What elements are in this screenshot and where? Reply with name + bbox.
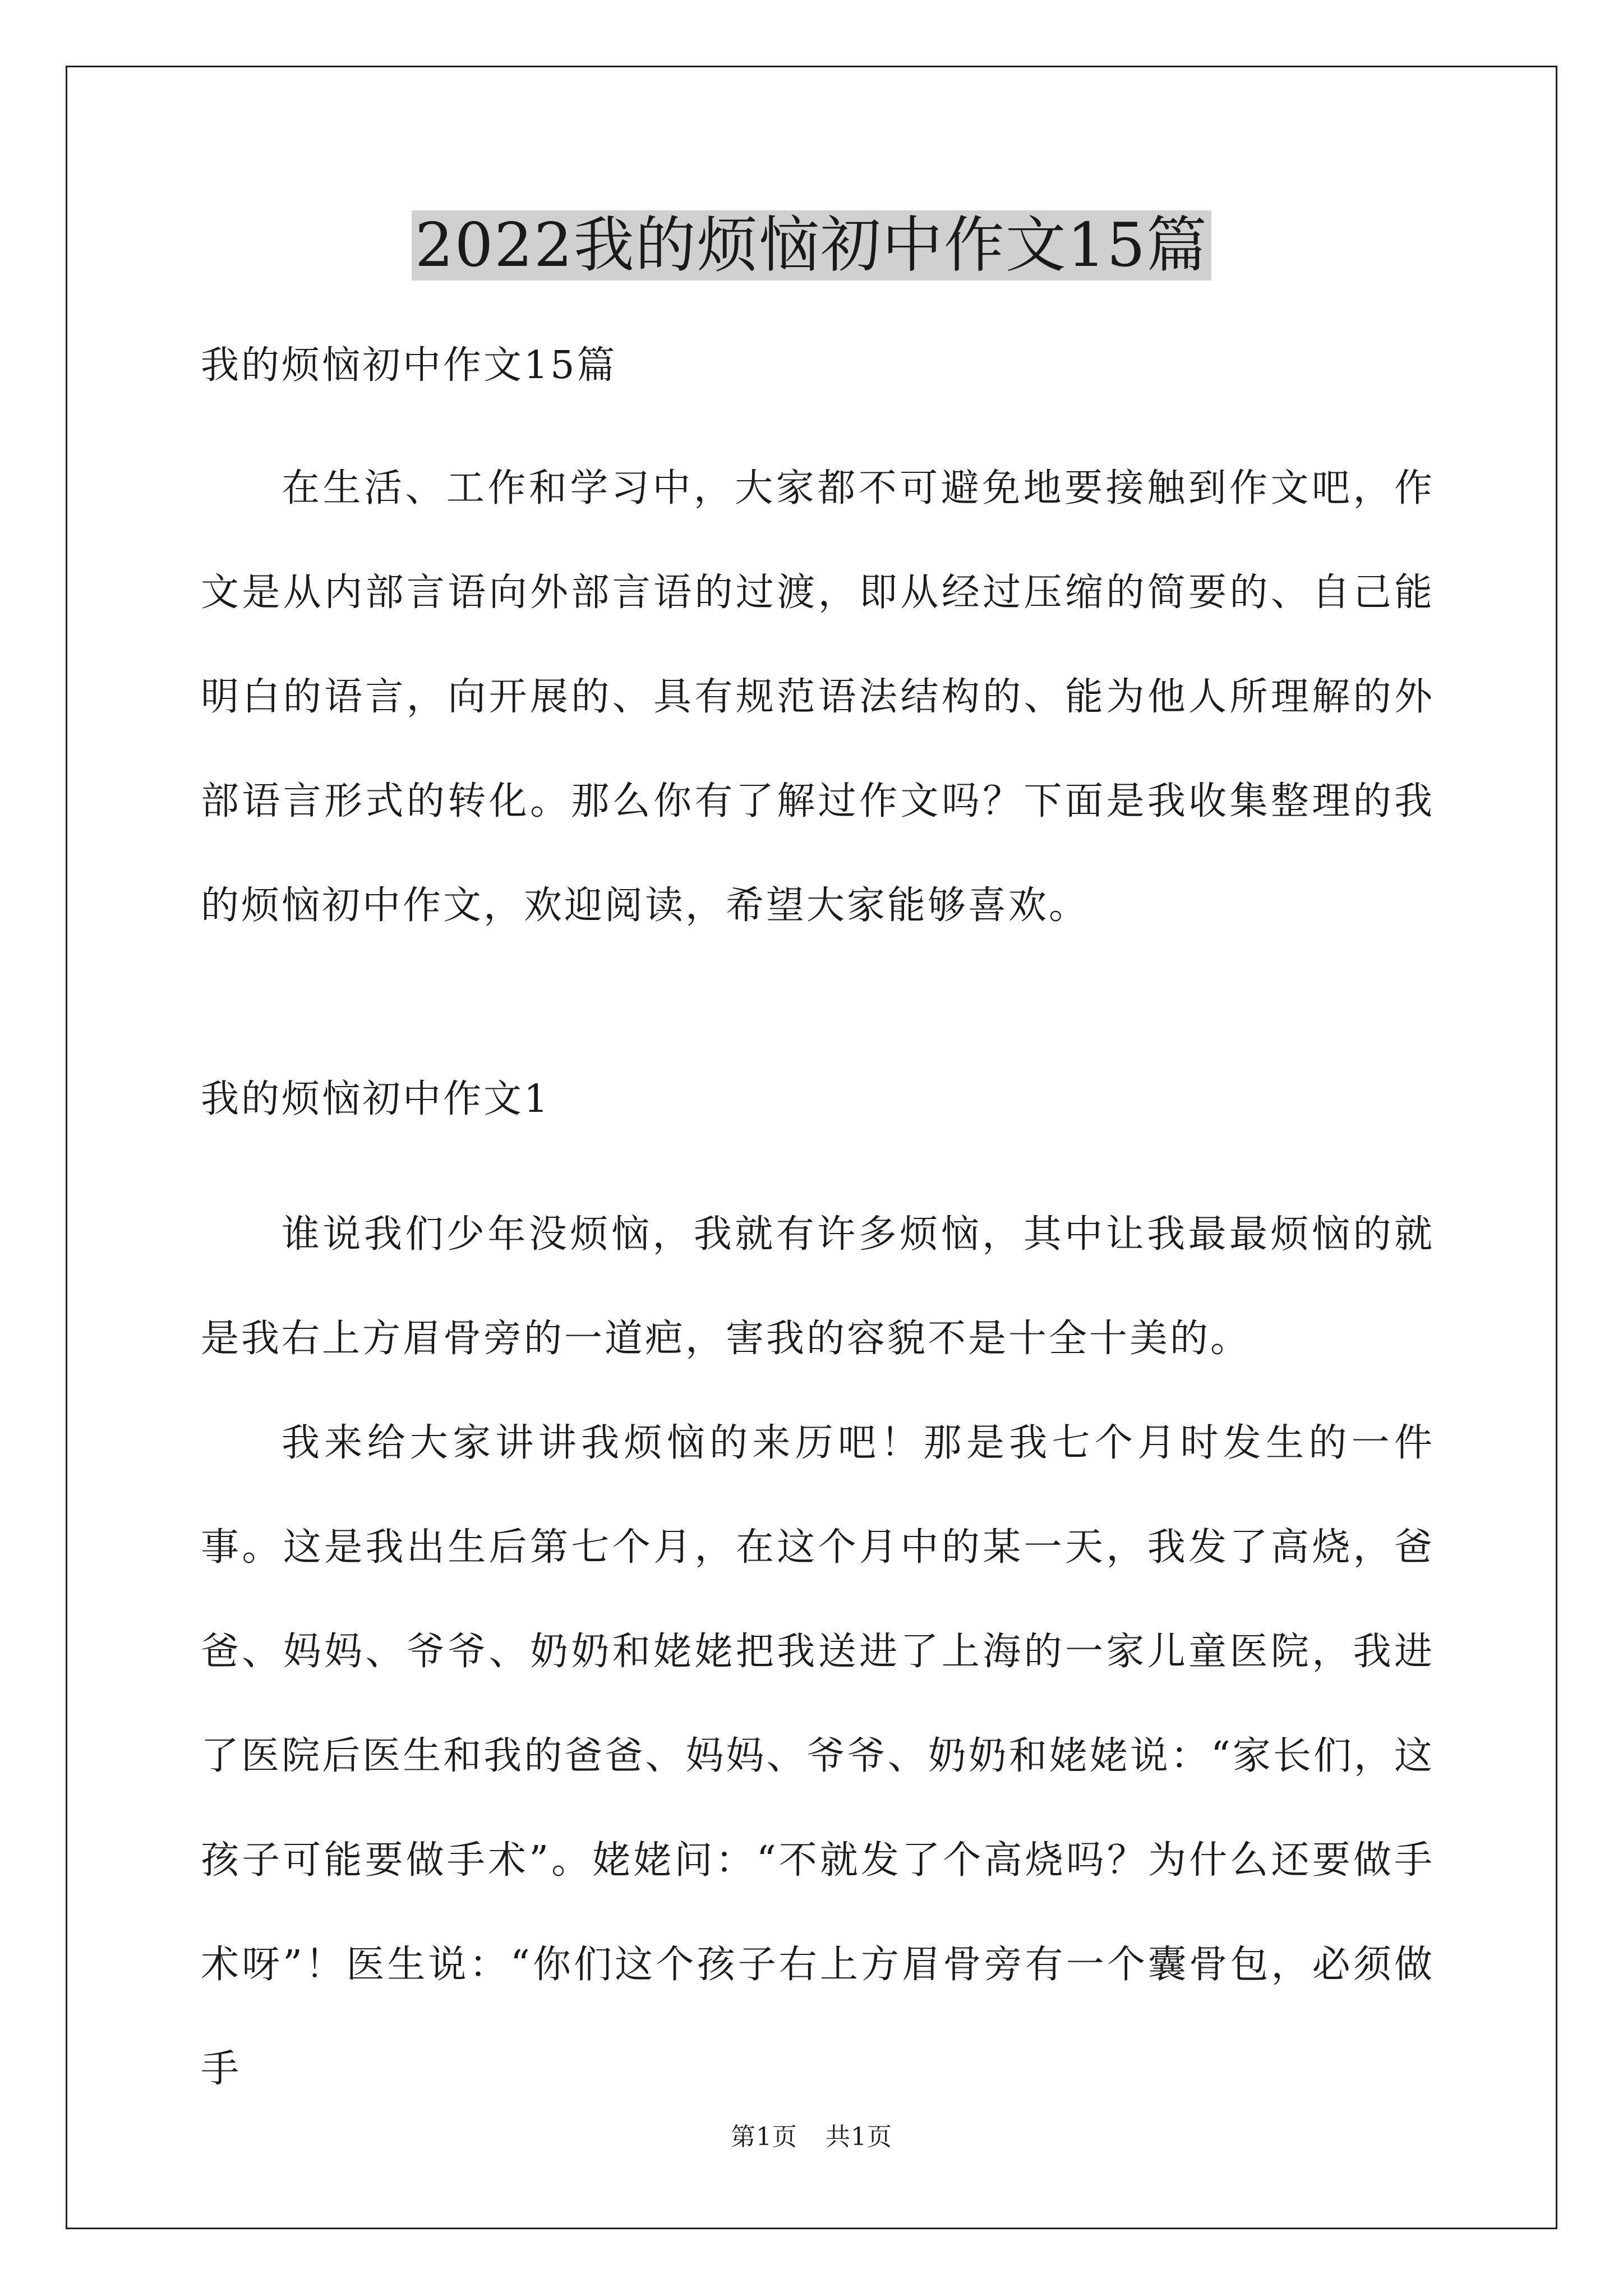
- body-paragraph-2: 我来给大家讲讲我烦恼的来历吧！那是我七个月时发生的一件事。这是我出生后第七个月，在这个月中的某一天，我发了高烧，爸爸、妈妈、爷爷、奶奶和姥姥把我送进了上海的一家儿童医院，我进了医院后医生和我的爸爸、妈妈、爷爷、奶奶和姥姥说：“家长们，这孩子可能要做手术”。姥姥问：“不就发了个高烧吗？为什么还要做手术呀”！医生说：“你们这个孩子右上方眉骨旁有一个囊骨包，必须做手: [201, 1421, 1435, 2091]
- body-paragraph-1: 谁说我们少年没烦恼，我就有许多烦恼，其中让我最最烦恼的就是我右上方眉骨旁的一道疤，害我的容貌不是十全十美的。: [201, 1212, 1435, 1361]
- document-title: [0, 206, 1623, 285]
- page-footer: [0, 2120, 1623, 2154]
- document-title-text: 2022我的烦恼初中作文15篇: [412, 210, 1211, 280]
- page-number-current: 第1页: [731, 2123, 797, 2151]
- section-heading: 我的烦恼初中作文1: [201, 1077, 551, 1121]
- document-subtitle: 我的烦恼初中作文15篇: [201, 343, 617, 388]
- intro-paragraph: 在生活、工作和学习中，大家都不可避免地要接触到作文吧，作文是从内部言语向外部言语的过渡，即从经过压缩的简要的、自己能明白的语言，向开展的、具有规范语法结构的、能为他人所理解的外部语言形式的转化。那么你有了解过作文吗？下面是我收集整理的我的烦恼初中作文，欢迎阅读，希望大家能够喜欢。: [201, 466, 1435, 928]
- page-number-total: 共1页: [826, 2123, 892, 2151]
